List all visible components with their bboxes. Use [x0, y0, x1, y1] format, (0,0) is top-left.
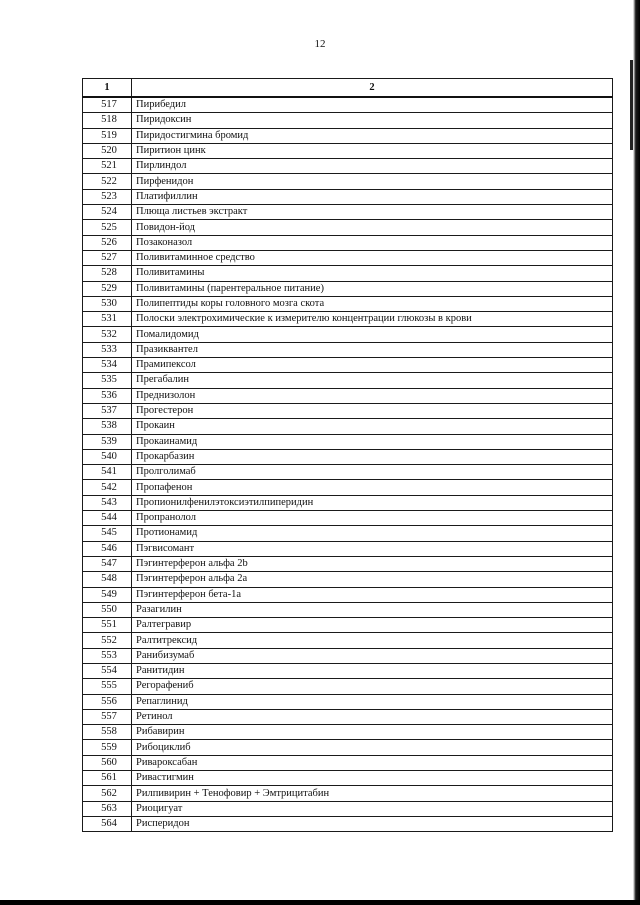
drug-name: Пирлиндол	[132, 159, 613, 174]
drug-name: Ралтегравир	[132, 618, 613, 633]
drug-name: Прокаинамид	[132, 434, 613, 449]
table-row	[83, 388, 613, 403]
row-number: 528	[83, 266, 132, 281]
row-number: 526	[83, 235, 132, 250]
table-row	[83, 679, 613, 694]
drug-name: Репаглинид	[132, 694, 613, 709]
table-row	[83, 648, 613, 663]
drug-name: Пропионилфенилэтоксиэтилпиперидин	[132, 495, 613, 510]
drug-name: Ранитидин	[132, 663, 613, 678]
row-number: 536	[83, 388, 132, 403]
table-row	[83, 465, 613, 480]
row-number: 557	[83, 709, 132, 724]
table-row	[83, 587, 613, 602]
table-row	[83, 725, 613, 740]
drug-name: Рилпивирин + Тенофовир + Эмтрицитабин	[132, 786, 613, 801]
scan-mark	[630, 60, 633, 150]
table-row	[83, 816, 613, 831]
row-number: 562	[83, 786, 132, 801]
row-number: 561	[83, 771, 132, 786]
table-row	[83, 618, 613, 633]
drug-name: Ривароксабан	[132, 755, 613, 770]
table-row	[83, 205, 613, 220]
row-number: 525	[83, 220, 132, 235]
table-row	[83, 403, 613, 418]
drug-name: Прокарбазин	[132, 449, 613, 464]
drug-name: Плюща листьев экстракт	[132, 205, 613, 220]
row-number: 563	[83, 801, 132, 816]
drug-name: Ривастигмин	[132, 771, 613, 786]
drug-name: Рибоциклиб	[132, 740, 613, 755]
drug-name: Прокаин	[132, 419, 613, 434]
row-number: 552	[83, 633, 132, 648]
drug-name: Платифиллин	[132, 189, 613, 204]
drug-name: Пиритион цинк	[132, 143, 613, 158]
row-number: 553	[83, 648, 132, 663]
row-number: 518	[83, 113, 132, 128]
drug-name: Празиквантел	[132, 342, 613, 357]
row-number: 531	[83, 312, 132, 327]
row-number: 523	[83, 189, 132, 204]
table-row	[83, 771, 613, 786]
drug-name: Ралтитрексид	[132, 633, 613, 648]
table-row	[83, 786, 613, 801]
table-row	[83, 327, 613, 342]
table-row	[83, 342, 613, 357]
table-row	[83, 541, 613, 556]
row-number: 543	[83, 495, 132, 510]
drug-name: Полипептиды коры головного мозга скота	[132, 296, 613, 311]
row-number: 542	[83, 480, 132, 495]
drug-name: Рибавирин	[132, 725, 613, 740]
row-number: 532	[83, 327, 132, 342]
row-number: 556	[83, 694, 132, 709]
drug-name: Пиридоксин	[132, 113, 613, 128]
table-row	[83, 159, 613, 174]
scan-edge-bottom	[0, 900, 640, 905]
table-row	[83, 143, 613, 158]
drug-list-table	[82, 78, 613, 832]
table-row	[83, 556, 613, 571]
table-row	[83, 572, 613, 587]
drug-name: Ретинол	[132, 709, 613, 724]
row-number: 538	[83, 419, 132, 434]
row-number: 527	[83, 250, 132, 265]
table-row	[83, 511, 613, 526]
table-row	[83, 113, 613, 128]
drug-name: Пирибедил	[132, 97, 613, 113]
row-number: 545	[83, 526, 132, 541]
drug-name: Помалидомид	[132, 327, 613, 342]
drug-name: Регорафениб	[132, 679, 613, 694]
table-row	[83, 235, 613, 250]
table-row	[83, 128, 613, 143]
drug-name: Пропранолол	[132, 511, 613, 526]
table-row	[83, 174, 613, 189]
drug-name: Прамипексол	[132, 358, 613, 373]
row-number: 555	[83, 679, 132, 694]
row-number: 549	[83, 587, 132, 602]
row-number: 551	[83, 618, 132, 633]
row-number: 517	[83, 97, 132, 113]
table-row	[83, 694, 613, 709]
table-row	[83, 526, 613, 541]
row-number: 537	[83, 403, 132, 418]
drug-name: Пэгвисомант	[132, 541, 613, 556]
row-number: 559	[83, 740, 132, 755]
drug-name: Повидон-йод	[132, 220, 613, 235]
row-number: 521	[83, 159, 132, 174]
table-row	[83, 801, 613, 816]
drug-name: Преднизолон	[132, 388, 613, 403]
table-body	[83, 97, 613, 832]
table-row	[83, 449, 613, 464]
row-number: 540	[83, 449, 132, 464]
row-number: 547	[83, 556, 132, 571]
row-number: 550	[83, 602, 132, 617]
table-row	[83, 189, 613, 204]
row-number: 541	[83, 465, 132, 480]
drug-name: Пропафенон	[132, 480, 613, 495]
row-number: 519	[83, 128, 132, 143]
drug-name: Риоцигуат	[132, 801, 613, 816]
row-number: 564	[83, 816, 132, 831]
table-row	[83, 266, 613, 281]
table-row	[83, 220, 613, 235]
table-row	[83, 281, 613, 296]
table-row	[83, 434, 613, 449]
table-row	[83, 373, 613, 388]
drug-name: Пэгинтерферон бета-1а	[132, 587, 613, 602]
drug-name: Полоски электрохимические к измерителю концентрации глюкозы в крови	[132, 312, 613, 327]
table-row	[83, 97, 613, 113]
row-number: 520	[83, 143, 132, 158]
row-number: 529	[83, 281, 132, 296]
page-number: 12	[314, 38, 326, 50]
drug-name: Ранибизумаб	[132, 648, 613, 663]
table-row	[83, 296, 613, 311]
row-number: 533	[83, 342, 132, 357]
column-header-number: 1	[83, 79, 132, 98]
row-number: 560	[83, 755, 132, 770]
drug-name: Рисперидон	[132, 816, 613, 831]
table-row	[83, 495, 613, 510]
drug-name: Разагилин	[132, 602, 613, 617]
drug-name: Пиридостигмина бромид	[132, 128, 613, 143]
drug-name: Пролголимаб	[132, 465, 613, 480]
table-row	[83, 709, 613, 724]
table-row	[83, 602, 613, 617]
table-header-row	[83, 79, 613, 98]
row-number: 544	[83, 511, 132, 526]
scan-edge-right	[633, 0, 640, 905]
row-number: 539	[83, 434, 132, 449]
drug-name: Протионамид	[132, 526, 613, 541]
row-number: 548	[83, 572, 132, 587]
row-number: 554	[83, 663, 132, 678]
table-row	[83, 250, 613, 265]
row-number: 535	[83, 373, 132, 388]
row-number: 522	[83, 174, 132, 189]
drug-name: Пэгинтерферон альфа 2а	[132, 572, 613, 587]
row-number: 558	[83, 725, 132, 740]
drug-name: Пирфенидон	[132, 174, 613, 189]
row-number: 534	[83, 358, 132, 373]
table-row	[83, 358, 613, 373]
table-row	[83, 663, 613, 678]
drug-name: Поливитаминное средство	[132, 250, 613, 265]
drug-name: Пэгинтерферон альфа 2b	[132, 556, 613, 571]
row-number: 524	[83, 205, 132, 220]
drug-name: Позаконазол	[132, 235, 613, 250]
table-row	[83, 312, 613, 327]
table-row	[83, 480, 613, 495]
table-row	[83, 633, 613, 648]
row-number: 546	[83, 541, 132, 556]
drug-name: Поливитамины	[132, 266, 613, 281]
row-number: 530	[83, 296, 132, 311]
column-header-name: 2	[132, 79, 613, 98]
table-row	[83, 419, 613, 434]
drug-name: Поливитамины (парентеральное питание)	[132, 281, 613, 296]
table-row	[83, 755, 613, 770]
table-row	[83, 740, 613, 755]
drug-name: Прегабалин	[132, 373, 613, 388]
drug-name: Прогестерон	[132, 403, 613, 418]
